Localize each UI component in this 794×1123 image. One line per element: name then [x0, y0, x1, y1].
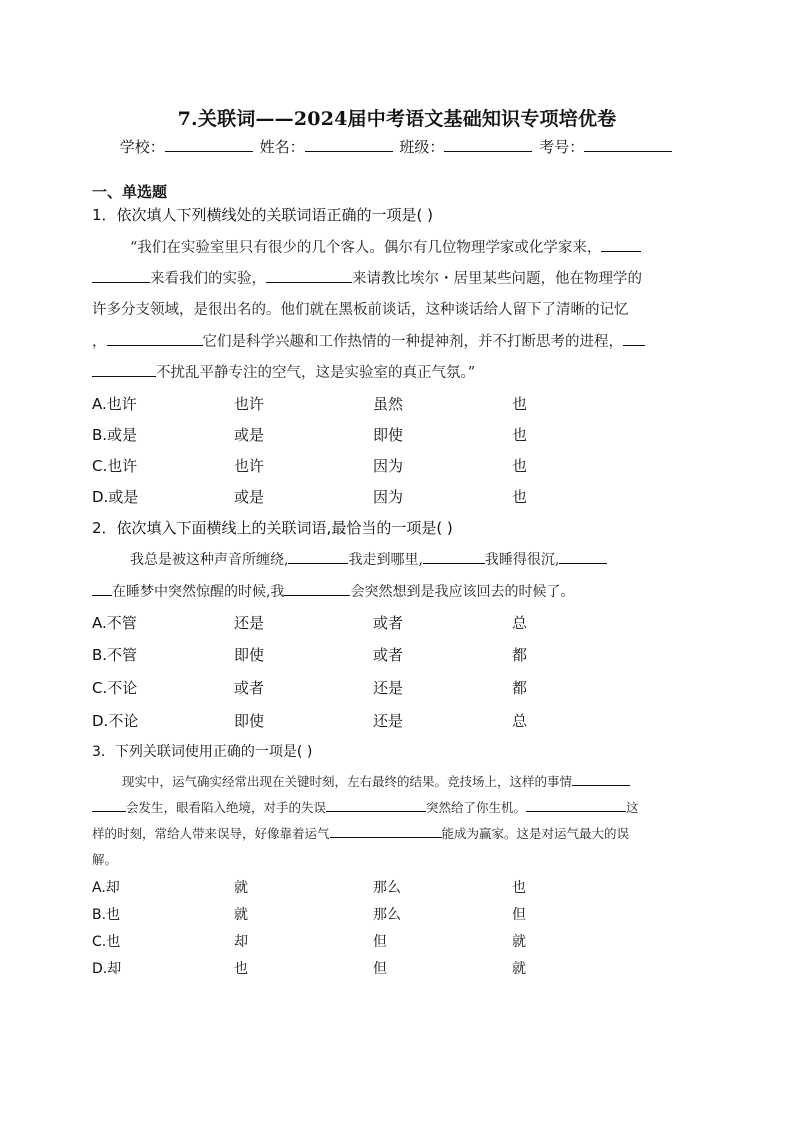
q2-blank-2[interactable] [423, 550, 485, 564]
q2-text: 我走到哪里, [348, 552, 423, 568]
q1-text: 它们是科学兴趣和工作热情的一种提神剂，并不打断思考的进程， [202, 334, 623, 350]
class-blank[interactable] [444, 137, 532, 152]
q2-option-a[interactable] [92, 612, 652, 632]
q3-text: 这 [626, 800, 639, 815]
option-cell: 就 [234, 907, 248, 923]
option-cell: 但 [512, 907, 526, 923]
q3-option-c[interactable] [92, 931, 652, 951]
option-cell: 因为 [373, 457, 404, 475]
q2-option-d[interactable] [92, 710, 652, 730]
q2-option-b[interactable] [92, 644, 652, 664]
option-cell: 还是 [373, 712, 404, 730]
q1-passage-line [92, 361, 475, 382]
q1-text: 不扰乱平静专注的空气，这是实验室的真正气氛。” [156, 365, 476, 381]
q1-option-a[interactable] [92, 393, 652, 413]
option-cell: 也 [234, 961, 248, 977]
option-cell: 也 [512, 395, 528, 413]
q1-option-b[interactable] [92, 424, 652, 444]
option-cell: 就 [512, 934, 526, 950]
option-cell: 因为 [373, 488, 404, 506]
q2-text: 我睡得很沉, [484, 552, 560, 568]
q2-blank-4[interactable] [284, 582, 350, 596]
option-cell: 就 [234, 880, 248, 896]
option-cell: 也 [512, 488, 528, 506]
option-cell: 还是 [373, 679, 404, 697]
option-cell: 即使 [373, 426, 404, 444]
q3-passage-line [92, 824, 629, 842]
q1-text: 来请教比埃尔・居里某些问题，他在物理学的 [352, 271, 642, 287]
option-cell: 或是 [234, 488, 265, 506]
q1-blank-4-cont[interactable] [92, 363, 156, 377]
q1-blank-2[interactable] [266, 269, 352, 283]
option-cell: 却 [234, 934, 248, 950]
option-cell: 就 [512, 961, 526, 977]
q3-text: 能成为赢家。这是对运气最大的误 [441, 826, 630, 841]
q3-blank-4[interactable] [330, 824, 442, 838]
option-cell: A.也许 [92, 395, 137, 413]
option-cell: 但 [373, 934, 387, 950]
q1-blank-4[interactable] [623, 332, 645, 346]
section-heading: 一、单选题 [92, 183, 168, 201]
q2-stem: 2．依次填入下面横线上的关联词语,最恰当的一项是( ) [92, 519, 453, 537]
q3-passage-line: 解。 [92, 852, 118, 867]
option-cell: C.也许 [92, 457, 138, 475]
option-cell: B.不管 [92, 646, 138, 664]
option-cell: 也许 [234, 457, 265, 475]
q3-blank-3[interactable] [526, 798, 626, 812]
q2-blank-3[interactable] [559, 550, 607, 564]
option-cell: 也许 [234, 395, 265, 413]
option-cell: D.不论 [92, 712, 139, 730]
option-cell: 总 [512, 712, 528, 730]
name-label: 姓名： [259, 138, 305, 156]
name-blank[interactable] [305, 137, 393, 152]
page-title: 7.关联词——2024届中考语文基础知识专项培优卷 [177, 108, 617, 130]
q2-passage-line [130, 549, 607, 569]
q3-option-b[interactable] [92, 904, 652, 924]
school-blank[interactable] [165, 137, 253, 152]
q3-blank-1-cont[interactable] [92, 798, 126, 812]
q1-passage-line [130, 236, 641, 257]
q1-stem: 1．依次填人下列横线处的关联词语正确的一项是( ) [92, 206, 434, 224]
q3-stem: 3．下列关联词使用正确的一项是( ) [92, 744, 313, 760]
q3-blank-1[interactable] [572, 772, 630, 786]
q2-text: 在睡梦中突然惊醒的时候,我 [112, 584, 285, 600]
option-cell: 总 [512, 614, 528, 632]
option-cell: 那么 [373, 907, 401, 923]
number-blank[interactable] [584, 137, 672, 152]
option-cell: B.也 [92, 907, 121, 923]
option-cell: 也 [512, 880, 526, 896]
option-cell: A.却 [92, 880, 120, 896]
option-cell: 或者 [373, 646, 404, 664]
option-cell: 或者 [373, 614, 404, 632]
q1-option-c[interactable] [92, 455, 652, 475]
option-cell: 虽然 [373, 395, 404, 413]
q1-blank-3[interactable] [107, 332, 203, 346]
option-cell: 也 [512, 426, 528, 444]
school-label: 学校： [119, 138, 165, 156]
q1-passage-line: 许多分支领域，是很出名的。他们就在黑板前谈话，这种谈话给人留下了清晰的记忆 [92, 302, 629, 318]
option-cell: 或者 [234, 679, 265, 697]
q1-text: 来看我们的实验， [150, 271, 266, 287]
q1-blank-1[interactable] [601, 238, 641, 252]
q1-text: ， [92, 334, 107, 350]
option-cell: B.或是 [92, 426, 138, 444]
q3-passage-line [122, 772, 630, 790]
q3-passage-line [92, 798, 639, 816]
q3-blank-2[interactable] [326, 798, 426, 812]
q2-option-c[interactable] [92, 677, 652, 697]
option-cell: 或是 [234, 426, 265, 444]
class-label: 班级： [399, 138, 445, 156]
q2-blank-3-cont[interactable] [92, 582, 112, 596]
q3-text: 突然给了你生机。 [426, 800, 527, 815]
q3-option-a[interactable] [92, 877, 652, 897]
q1-option-d[interactable] [92, 486, 652, 506]
option-cell: 也 [512, 457, 528, 475]
option-cell: 都 [512, 679, 528, 697]
q3-option-d[interactable] [92, 958, 652, 978]
q1-passage-line [92, 330, 645, 351]
student-info-line [0, 136, 794, 157]
number-label: 考号： [539, 138, 585, 156]
q2-text: 我总是被这种声音所缠绕, [130, 552, 289, 568]
option-cell: 即使 [234, 712, 265, 730]
option-cell: C.也 [92, 934, 121, 950]
q3-text: 会发生，眼看陷入绝境，对手的失误 [126, 800, 327, 815]
option-cell: 但 [373, 961, 387, 977]
option-cell: D.却 [92, 961, 122, 977]
option-cell: 还是 [234, 614, 265, 632]
option-cell: D.或是 [92, 488, 139, 506]
q2-blank-1[interactable] [288, 550, 348, 564]
q1-text: “我们在实验室里只有很少的几个客人。偶尔有几位物理学家或化学家来， [130, 240, 602, 256]
option-cell: C.不论 [92, 679, 138, 697]
q3-text: 现实中，运气确实经常出现在关键时刻，左右最终的结果。竞技场上，这样的事情 [122, 774, 573, 789]
option-cell: A.不管 [92, 614, 137, 632]
option-cell: 都 [512, 646, 528, 664]
q2-text: 会突然想到是我应该回去的时候了。 [350, 584, 575, 600]
q1-passage-line [92, 267, 642, 288]
q3-text: 样的时刻，常给人带来误导，好像靠着运气 [92, 826, 330, 841]
q1-blank-1-cont[interactable] [92, 269, 150, 283]
option-cell: 那么 [373, 880, 401, 896]
q2-passage-line [92, 581, 574, 601]
option-cell: 即使 [234, 646, 265, 664]
